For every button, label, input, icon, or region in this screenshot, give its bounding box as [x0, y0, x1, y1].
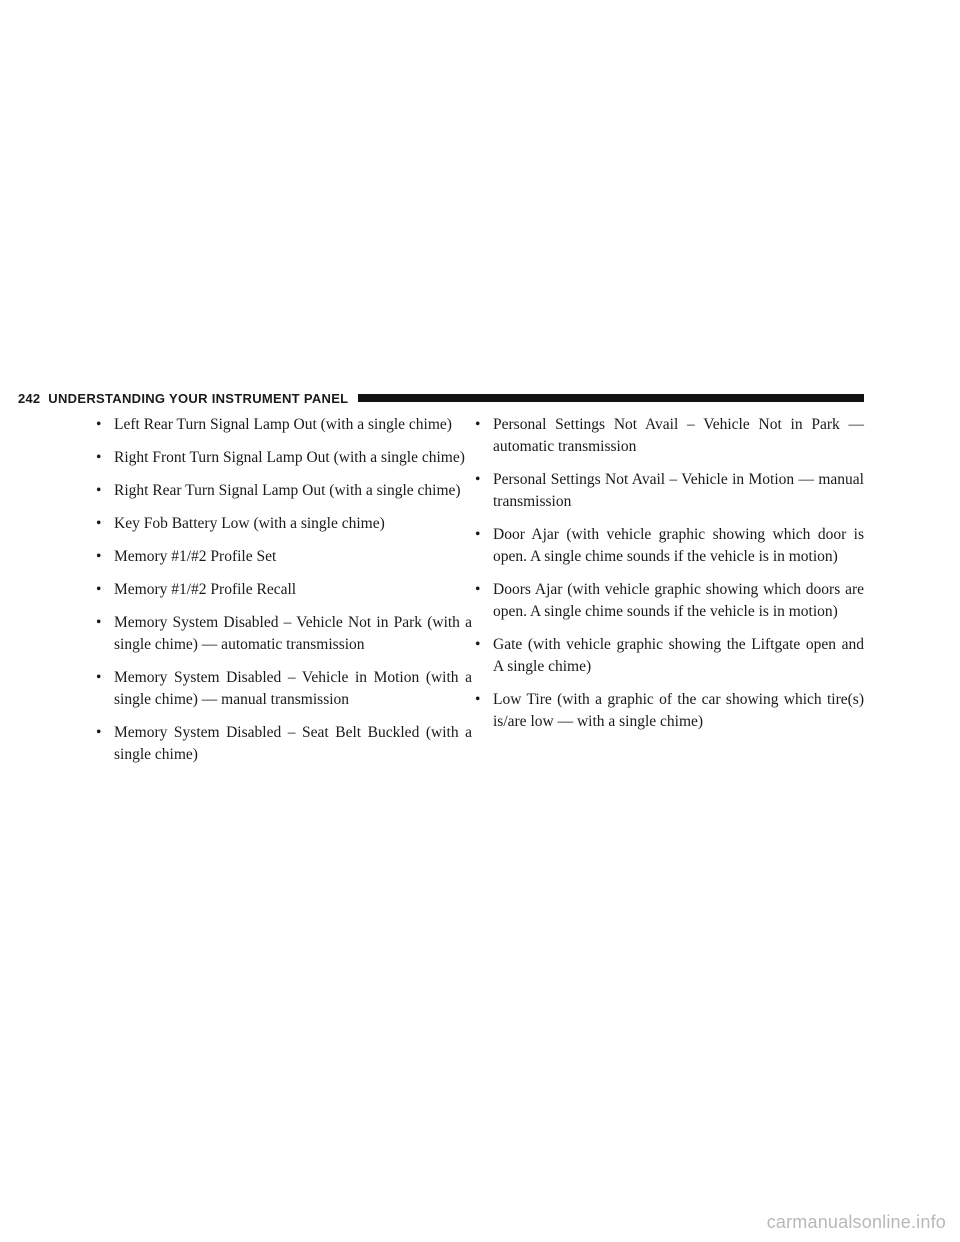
list-item-text: Door Ajar (with vehicle graphic showing which door is open. A single chime sounds if the vehicle is in motion) [493, 526, 864, 565]
list-item-text: Gate (with vehicle graphic showing the Liftgate open and A single chime) [493, 636, 864, 675]
list-item [96, 579, 472, 601]
list-item-text: Doors Ajar (with vehicle graphic showing which doors are open. A single chime sounds if the vehicle is in motion) [493, 581, 864, 620]
list-item [475, 414, 864, 458]
list-item [475, 524, 864, 568]
list-item-text: Personal Settings Not Avail – Vehicle in Motion — manual transmission [493, 471, 864, 510]
bullet-icon: • [475, 416, 481, 433]
bullet-icon: • [475, 471, 481, 488]
bullet-icon: • [96, 724, 102, 741]
bullet-icon: • [475, 581, 481, 598]
right-column-list [475, 414, 864, 744]
list-item [96, 447, 472, 469]
page-number: 242 [18, 390, 41, 406]
bullet-icon: • [96, 449, 102, 466]
section-title: UNDERSTANDING YOUR INSTRUMENT PANEL [48, 390, 349, 406]
bullet-icon: • [96, 614, 102, 631]
watermark-link: carmanualsonline.info [766, 1212, 946, 1232]
header-rule [358, 394, 864, 402]
list-item [475, 634, 864, 678]
list-item [96, 513, 472, 535]
bullet-icon: • [96, 515, 102, 532]
list-item-text: Left Rear Turn Signal Lamp Out (with a single chime) [114, 416, 452, 433]
list-item-text: Memory System Disabled – Seat Belt Buckled (with a single chime) [114, 724, 472, 763]
list-item-text: Right Rear Turn Signal Lamp Out (with a single chime) [114, 482, 461, 499]
list-item [96, 546, 472, 568]
page-header [18, 388, 864, 408]
list-item [475, 579, 864, 623]
list-item [96, 480, 472, 502]
bullet-icon: • [96, 482, 102, 499]
list-item-text: Memory #1/#2 Profile Recall [114, 581, 297, 598]
bullet-icon: • [96, 581, 102, 598]
list-item-text: Memory System Disabled – Vehicle Not in Park (with a single chime) — automatic transmission [114, 614, 472, 653]
list-item [475, 689, 864, 733]
list-item-text: Low Tire (with a graphic of the car showing which tire(s) is/are low — with a single chime) [493, 691, 864, 730]
bullet-icon: • [96, 548, 102, 565]
list-item [96, 667, 472, 711]
bullet-icon: • [96, 669, 102, 686]
list-item-text: Key Fob Battery Low (with a single chime) [114, 515, 385, 532]
list-item-text: Memory #1/#2 Profile Set [114, 548, 277, 565]
list-item-text: Right Front Turn Signal Lamp Out (with a single chime) [114, 449, 465, 466]
bullet-icon: • [475, 636, 481, 653]
list-item [96, 414, 472, 436]
list-item [96, 612, 472, 656]
left-column-list [96, 414, 472, 777]
list-item [475, 469, 864, 513]
list-item [96, 722, 472, 766]
bullet-icon: • [96, 416, 102, 433]
list-item-text: Memory System Disabled – Vehicle in Motion (with a single chime) — manual transmission [114, 669, 472, 708]
list-item-text: Personal Settings Not Avail – Vehicle Not in Park — automatic transmission [493, 416, 864, 455]
bullet-icon: • [475, 526, 481, 543]
bullet-icon: • [475, 691, 481, 708]
